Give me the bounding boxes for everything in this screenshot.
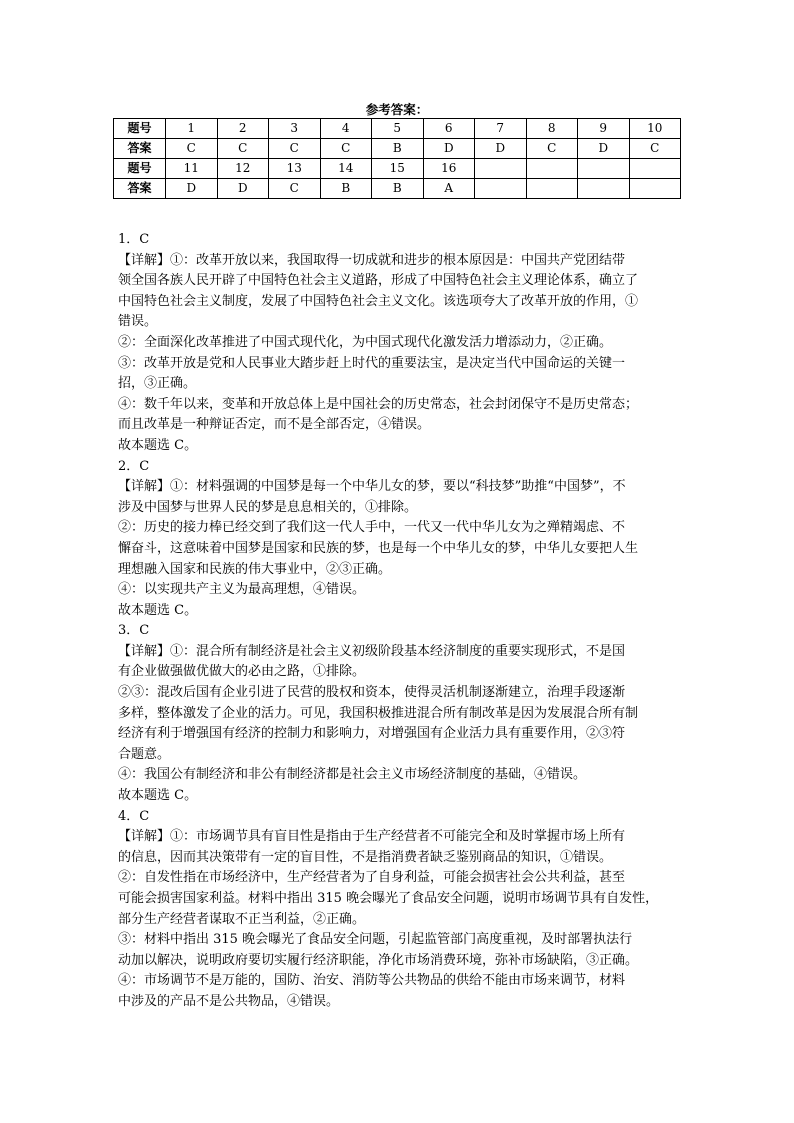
table-cell: C	[629, 139, 681, 159]
table-cell: 16	[423, 159, 475, 179]
table-cell	[526, 179, 578, 199]
table-cell: 9	[578, 119, 630, 139]
table-cell: 11	[166, 159, 218, 179]
table-cell: 14	[320, 159, 372, 179]
table-cell	[578, 179, 630, 199]
table-cell: 8	[526, 119, 578, 139]
table-cell: 6	[423, 119, 475, 139]
text-line: ②：全面深化改革推进了中国式现代化，为中国式现代化激发活力增添动力，②正确。	[118, 334, 613, 350]
text-line: 理想融入国家和民族的伟大事业中，②③正确。	[118, 561, 392, 577]
table-row	[114, 119, 681, 139]
text-line: 领全国各族人民开辟了中国特色社会主义道路，形成了中国特色社会主义理论体系，确立了	[118, 273, 639, 289]
text-line: ④：以实现共产主义为最高理想，④错误。	[118, 582, 366, 598]
table-cell: 15	[372, 159, 424, 179]
table-cell: C	[166, 139, 218, 159]
text-line: 可能会损害国家利益。材料中指出 315 晚会曝光了食品安全问题，说明市场调节具有自发性，	[118, 891, 659, 906]
text-line: 【详解】①：材料强调的中国梦是每一个中华儿女的梦，要以“科技梦”助推“中国梦”，不	[118, 479, 626, 495]
row-header: 题号	[114, 159, 166, 179]
table-cell: C	[217, 139, 269, 159]
table-cell: 2	[217, 119, 269, 139]
text-line: 【详解】①：市场调节具有盲目性是指由于生产经营者不可能完全和及时掌握市场上所有	[118, 829, 626, 845]
text-line: 故本题选 C。	[118, 602, 198, 618]
text-line: ④：数千年以来，变革和开放总体上是中国社会的历史常态，社会封闭保守不是历史常态；	[118, 396, 639, 412]
text-line: 中涉及的产品不是公共物品，④错误。	[118, 993, 340, 1009]
text-line: 【详解】①：混合所有制经济是社会主义初级阶段基本经济制度的重要实现形式，不是国	[118, 643, 626, 659]
table-cell	[475, 159, 527, 179]
text-line: 有企业做强做优做大的必由之路，①排除。	[118, 664, 366, 680]
text-line: ②：历史的接力棒已经交到了我们这一代人手中，一代又一代中华儿女为之殚精竭虑、不	[118, 520, 626, 536]
table-cell: C	[269, 179, 321, 199]
text-line: 故本题选 C。	[118, 437, 198, 453]
table-cell: 1	[166, 119, 218, 139]
table-row	[114, 159, 681, 179]
table-row	[114, 139, 681, 159]
table-cell: B	[320, 179, 372, 199]
table-cell: B	[372, 139, 424, 159]
text-line: ③：材料中指出 315 晚会曝光了食品安全问题，引起监管部门高度重视，及时部署执法行	[118, 932, 633, 948]
answer-table	[113, 118, 681, 199]
table-cell: D	[217, 179, 269, 199]
table-cell: C	[526, 139, 578, 159]
table-cell	[475, 179, 527, 199]
table-cell: 13	[269, 159, 321, 179]
table-cell: D	[475, 139, 527, 159]
table-cell: 5	[372, 119, 424, 139]
text-line: 招，③正确。	[118, 376, 197, 392]
table-cell	[526, 159, 578, 179]
answer-explanations	[118, 230, 680, 1013]
text-line: 合题意。	[118, 746, 171, 762]
answer-key-title: 参考答案：	[365, 102, 429, 117]
text-line: 的信息，因而其决策带有一定的盲目性，不是指消费者缺乏鉴别商品的知识，①错误。	[118, 849, 613, 865]
text-line: ②：自发性指在市场经济中，生产经营者为了自身利益，可能会损害社会公共利益，甚至	[118, 870, 626, 886]
text-line: 部分生产经营者谋取不正当利益，②正确。	[118, 911, 366, 927]
text-line: 动加以解决，说明政府要切实履行经济职能，净化市场消费环境，弥补市场缺陷，③正确。	[118, 952, 639, 968]
table-cell: A	[423, 179, 475, 199]
table-cell: B	[372, 179, 424, 199]
text-line: 【详解】①：改革开放以来，我国取得一切成就和进步的根本原因是：中国共产党团结带	[118, 252, 626, 268]
table-cell: 7	[475, 119, 527, 139]
table-cell: 3	[269, 119, 321, 139]
text-line: ④：我国公有制经济和非公有制经济都是社会主义市场经济制度的基础，④错误。	[118, 767, 587, 783]
table-cell: 12	[217, 159, 269, 179]
text-line: ③：改革开放是党和人民事业大踏步赶上时代的重要法宝，是决定当代中国命运的关键一	[118, 355, 626, 371]
text-line: ④：市场调节不是万能的，国防、治安、消防等公共物品的供给不能由市场来调节，材料	[118, 973, 626, 989]
table-row	[114, 179, 681, 199]
text-line: 而且改革是一种辩证否定，而不是全部否定，④错误。	[118, 417, 431, 433]
table-cell: D	[423, 139, 475, 159]
text-line: 涉及中国梦与世界人民的梦是息息相关的，①排除。	[118, 499, 418, 515]
text-line: 2．C	[118, 458, 150, 474]
text-line: 1．C	[118, 232, 150, 247]
text-line: ②③：混改后国有企业引进了民营的股权和资本，使得灵活机制逐渐建立，治理手段逐渐	[118, 685, 626, 701]
table-cell: D	[166, 179, 218, 199]
table-cell	[629, 179, 681, 199]
text-line: 多样，整体激发了企业的活力。可见，我国积极推进混合所有制改革是因为发展混合所有制	[118, 705, 639, 721]
text-line: 经济有利于增强国有经济的控制力和影响力，对增强国有企业活力具有重要作用，②③符	[118, 726, 626, 742]
text-line: 3．C	[118, 623, 150, 639]
table-cell: D	[578, 139, 630, 159]
text-line: 错误。	[118, 314, 158, 330]
text-line: 故本题选 C。	[118, 788, 198, 804]
table-cell	[578, 159, 630, 179]
row-header: 答案	[114, 179, 166, 199]
row-header: 答案	[114, 139, 166, 159]
row-header: 题号	[114, 119, 166, 139]
table-cell: 4	[320, 119, 372, 139]
table-cell: 10	[629, 119, 681, 139]
text-line: 4．C	[118, 808, 150, 824]
text-line: 懈奋斗，这意味着中国梦是国家和民族的梦，也是每一个中华儿女的梦，中华儿女要把人生	[118, 540, 639, 556]
table-cell: C	[269, 139, 321, 159]
table-cell: C	[320, 139, 372, 159]
table-cell	[629, 159, 681, 179]
text-line: 中国特色社会主义制度，发展了中国特色社会主义文化。该选项夸大了改革开放的作用，①	[118, 293, 639, 309]
